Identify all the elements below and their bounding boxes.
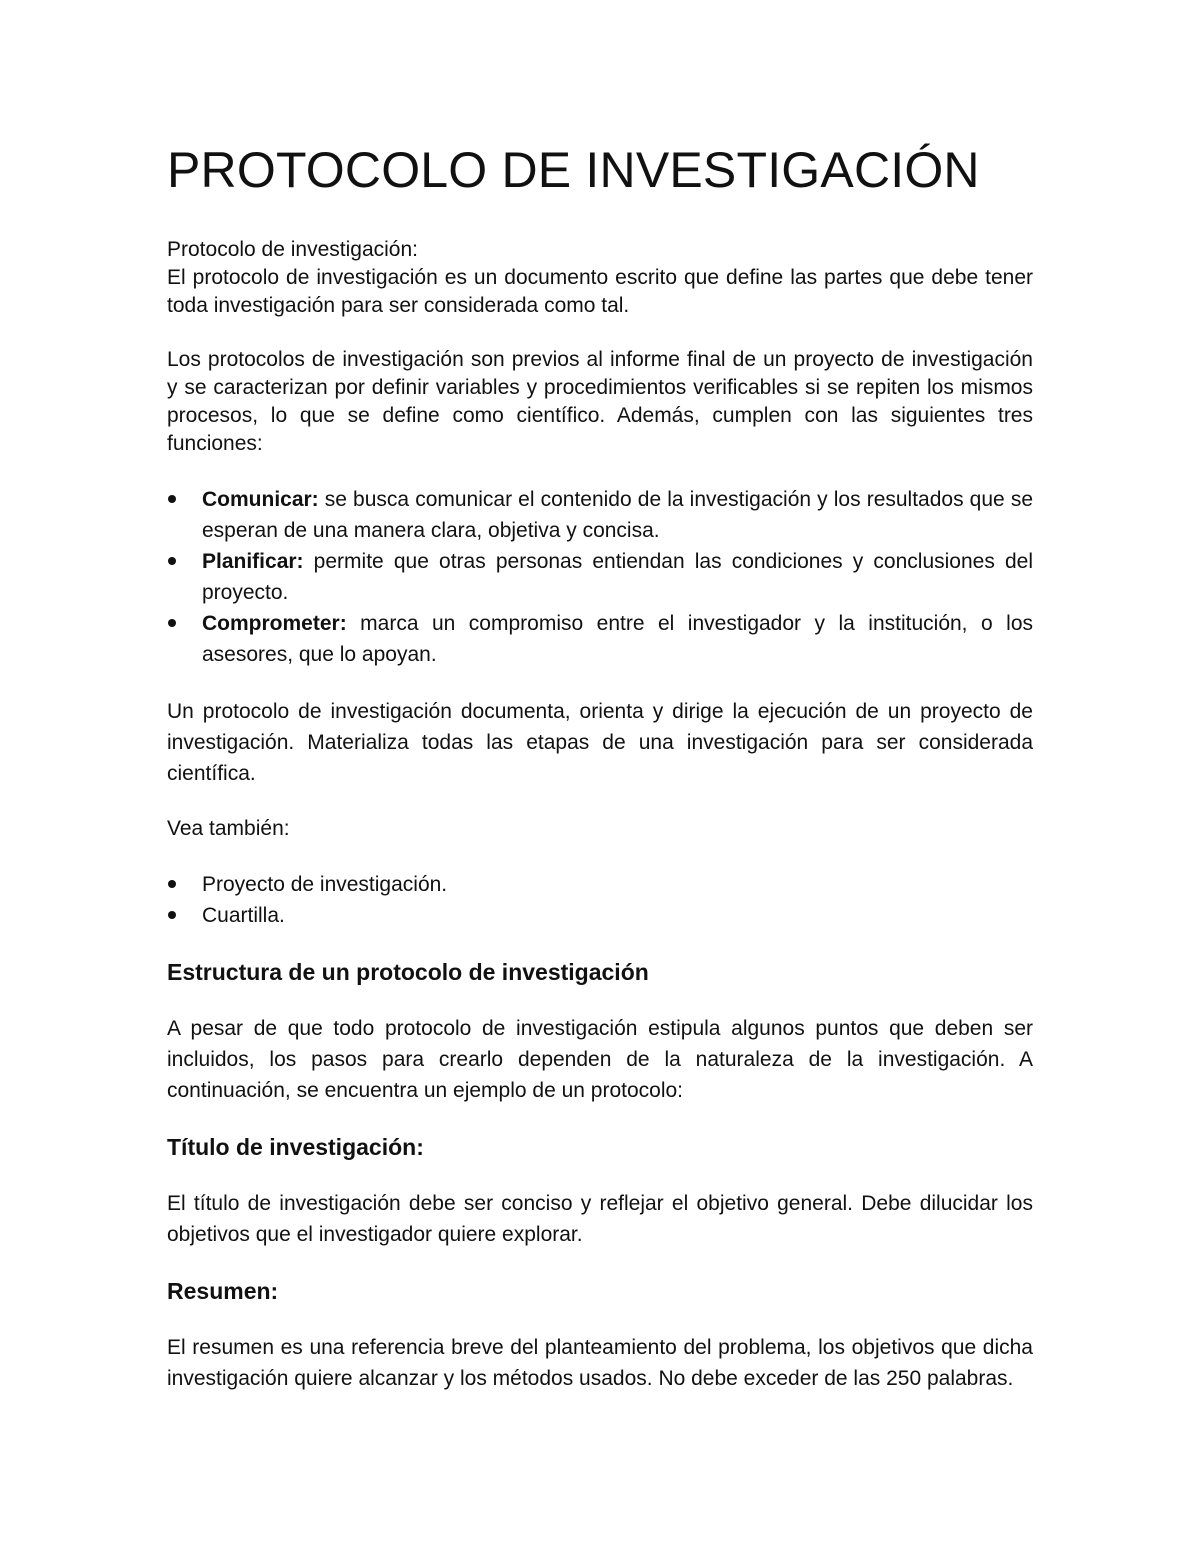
function-term: Comprometer: <box>202 612 347 635</box>
function-text: marca un compromiso entre el investigador y la institución, o los asesores, que lo apoyan. <box>202 612 1033 666</box>
title-text: El título de investigación debe ser conciso y reflejar el objetivo general. Debe dilucidar los objetivos que el investigador quiere explorar. <box>167 1192 1033 1246</box>
summary-text: El resumen es una referencia breve del planteamiento del problema, los objetivos que dicha investigación quiere alcanzar y los métodos usados. No debe exceder de las 250 palabras. <box>167 1336 1033 1390</box>
bullet-icon <box>168 880 176 888</box>
see-also-link[interactable]: Proyecto de investigación. <box>202 873 448 896</box>
list-item[interactable] <box>167 900 1033 931</box>
see-also-link[interactable]: Cuartilla. <box>202 904 285 927</box>
function-text: se busca comunicar el contenido de la investigación y los resultados que se esperan de una manera clara, objetiva y concisa. <box>202 488 1033 542</box>
list-item[interactable] <box>167 869 1033 900</box>
paragraph-protocols: Los protocolos de investigación son previos al informe final de un proyecto de investigación y se caracterizan por definir variables y procedimientos verificables si se repiten los mismos procesos, lo que se define como científico. Además, cumplen con las siguientes tres funciones: <box>167 348 1033 455</box>
function-term: Comunicar: <box>202 488 319 511</box>
functions-list <box>167 484 1033 670</box>
structure-text: A pesar de que todo protocolo de investigación estipula algunos puntos que deben ser incluidos, los pasos para crearlo dependen de la naturaleza de la investigación. A continuación, se encuentra un ejemplo de un protocolo: <box>167 1017 1033 1102</box>
bullet-icon <box>168 911 176 919</box>
section-heading-title: Título de investigación: <box>167 1134 424 1160</box>
document-title: PROTOCOLO DE INVESTIGACIÓN <box>167 142 980 198</box>
list-item <box>167 546 1033 608</box>
see-also-label: Vea también: <box>167 817 290 840</box>
paragraph-documenta: Un protocolo de investigación documenta, orienta y dirige la ejecución de un proyecto de investigación. Materializa todas las etapas de una investigación para ser considerada científica. <box>167 700 1033 785</box>
document-page <box>167 140 1033 1394</box>
intro-definition: El protocolo de investigación es un documento escrito que define las partes que debe tener toda investigación para ser considerada como tal. <box>167 266 1033 317</box>
list-item <box>167 608 1033 670</box>
intro-label: Protocolo de investigación: <box>167 238 418 261</box>
section-heading-structure: Estructura de un protocolo de investigación <box>167 959 649 985</box>
bullet-icon <box>168 495 176 503</box>
bullet-icon <box>168 557 176 565</box>
section-heading-summary: Resumen: <box>167 1278 279 1304</box>
function-text: permite que otras personas entiendan las condiciones y conclusiones del proyecto. <box>202 550 1033 604</box>
list-item <box>167 484 1033 546</box>
bullet-icon <box>168 619 176 627</box>
function-term: Planificar: <box>202 550 304 573</box>
see-also-list <box>167 869 1033 931</box>
